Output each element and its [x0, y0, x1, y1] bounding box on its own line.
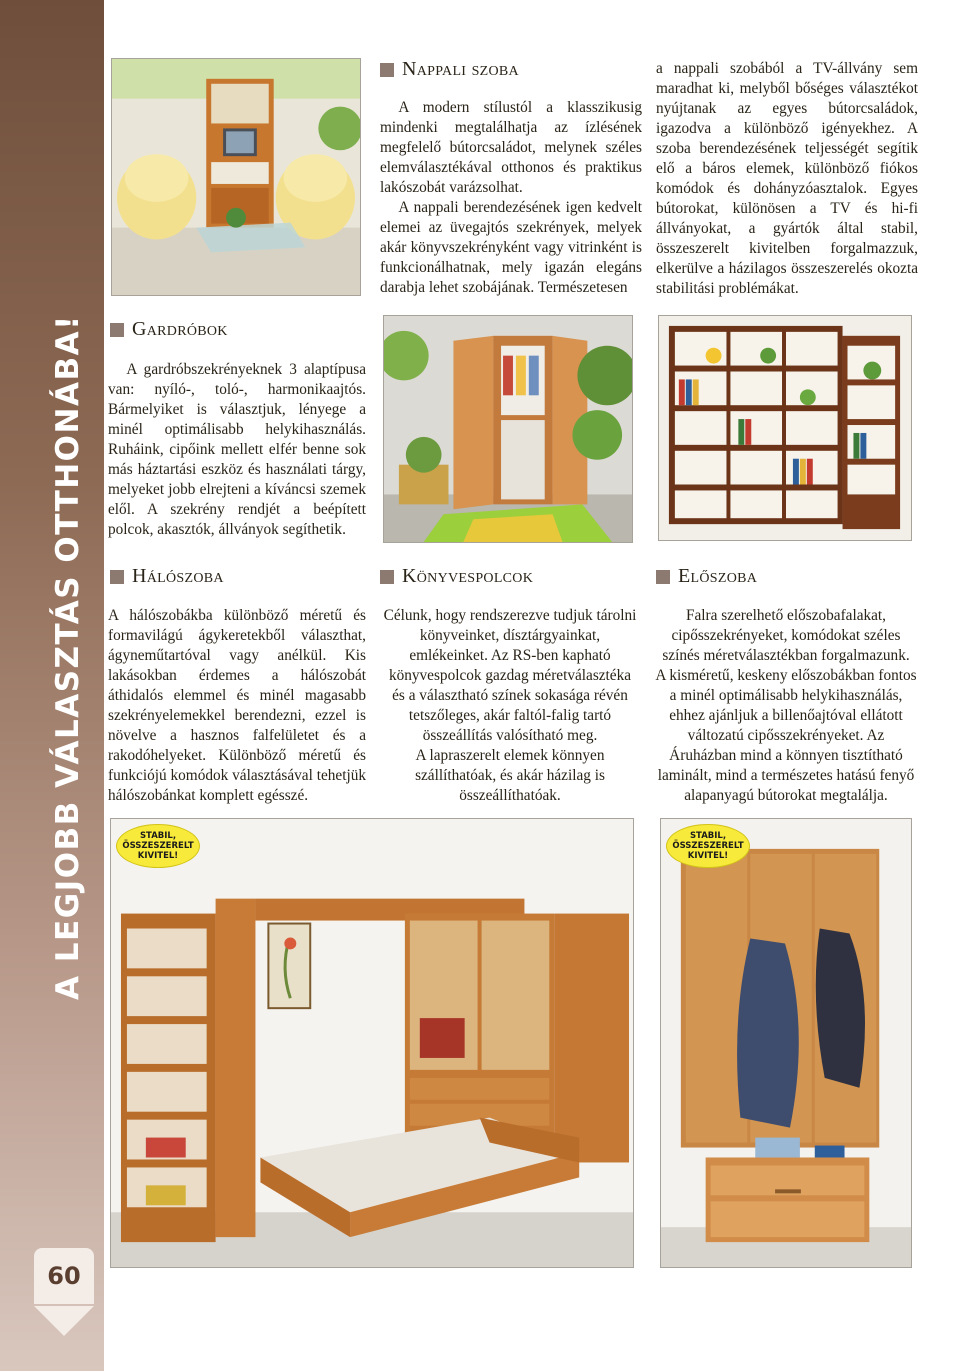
section-title-eloszoba: Előszoba [656, 565, 757, 588]
konyvespolc-paragraph-1: Célunk, hogy rendszerezve tudjuk tárolni könyveinket, dísztárgyainkat, emlékeinket. Az RS-ben kapható könyvespolcok gazdag méretválasztéka és a választható színek sokasága révén tetszőleges, akár faltól-falig tartó összeállítás valósítható meg. [383, 607, 637, 744]
nappali-text-col2 [656, 59, 918, 299]
konyvespolc-text [382, 606, 638, 806]
nappali-paragraph-1: A modern stílustól a klasszikusig mindenki megtalálhatja az ízlésének megfelelő bútorcsaládot, melynek széles elemválasztékával otthonos és praktikus lakószobát varázsolhat. [380, 99, 642, 196]
section-title-gardrob: Gardróbok [110, 318, 228, 341]
eloszoba-paragraph-2: A kisméretű, keskeny előszobákban fontos a minél optimálisabb helykihasználás, ehhez ajánljuk a billenőajtóval ellátott változatú cipősszekrényeket. Az Áruházban mind a könnyen tisztítható laminált, mind a természetes hatású fenyő alapanyagú bútorokat megtalálja. [655, 667, 917, 804]
stable-badge: STABIL, ÖSSZESZERELT KIVITEL! [666, 824, 750, 868]
living-room-photo [111, 58, 361, 296]
stable-badge: STABIL, ÖSSZESZERELT KIVITEL! [116, 824, 200, 868]
section-title-haloszoba: Hálószoba [110, 565, 224, 588]
gardrob-text: A gardróbszekrényeknek 3 alaptípusa van: nyíló-, toló-, harmonikaajtós. Bármelyiket is választjuk, lényege a minél optimálisabb helykihasználás. Ruháink, cipőink mellett elfér benne sok más háztartási eszköz és használati tárgy, melyeket jobb elrejteni a kíváncsi szemek elől. A szekrény rendjét a beépített polcok, akasztók, állványok segíthetik. [108, 361, 366, 538]
section-square-icon [380, 570, 394, 584]
bookshelf-photo [658, 315, 912, 541]
page-number: 60 [34, 1248, 94, 1304]
haloszoba-text: A hálószobákba különböző méretű és formavilágú ágykeretekből választhat, ágyneműtartóval vagy anélkül. Kis lakásokban érdemes a hálószobát áthidalós elemmel és minél magasabb szekrényelemekkel berendezni, ezzel is növelve a hasznos falfelületet és a rakodóhelyeket. Különböző méretű és funkciójú komódok választásával tehetjük hálószobánkat komplett egésszé. [108, 607, 366, 804]
hallway-photo [660, 818, 912, 1268]
vertical-page-title: A LEGJOBB VÁLASZTÁS OTTHONÁBA! [50, 314, 86, 1000]
nappali-text-col1 [380, 98, 642, 298]
eloszoba-text [655, 606, 917, 806]
bedroom-photo [110, 818, 634, 1268]
section-title-nappali: Nappali szoba [380, 58, 519, 81]
section-title-konyvespolc: Könyvespolcok [380, 565, 533, 588]
section-square-icon [656, 570, 670, 584]
section-square-icon [110, 323, 124, 337]
section-square-icon [110, 570, 124, 584]
nappali-paragraph-2: A nappali berendezésének igen kedvelt elemei az üvegajtós szekrények, melyek akár könyvszekrényként vagy vitrinként is funkcionálhatnak, mely igazán elegáns darabja lehet szobájának. Természetesen [380, 199, 642, 296]
wardrobe-photo [383, 315, 633, 543]
eloszoba-paragraph-1: Falra szerelhető előszobafalakat, cipősszekrényeket, komódokat széles színés méretválasztékban forgalmazunk. [662, 607, 910, 664]
section-square-icon [380, 63, 394, 77]
page-number-arrow [34, 1306, 94, 1336]
konyvespolc-paragraph-2: A lapraszerelt elemek könnyen szállíthatóak, és akár házilag is összeállíthatóak. [415, 747, 605, 804]
nappali-paragraph-3: a nappali szobából a TV-állvány sem maradhat ki, melyből bőséges választékot nyújtanak az egyes bútorcsaládok, igazodva a különböző igényekhez. A szoba berendezésének teljességét segítik elő a báros elemek, különböző fiókos komódok és dohányzóasztalok. Egyes bútorokat, különösen a TV és hi-fi állványokat, a gyártók által stabil, összeszerelt kivitelben forgalmazzuk, elkerülve a házilagos összeszerelés okozta stabilitási problémákat. [656, 60, 918, 297]
